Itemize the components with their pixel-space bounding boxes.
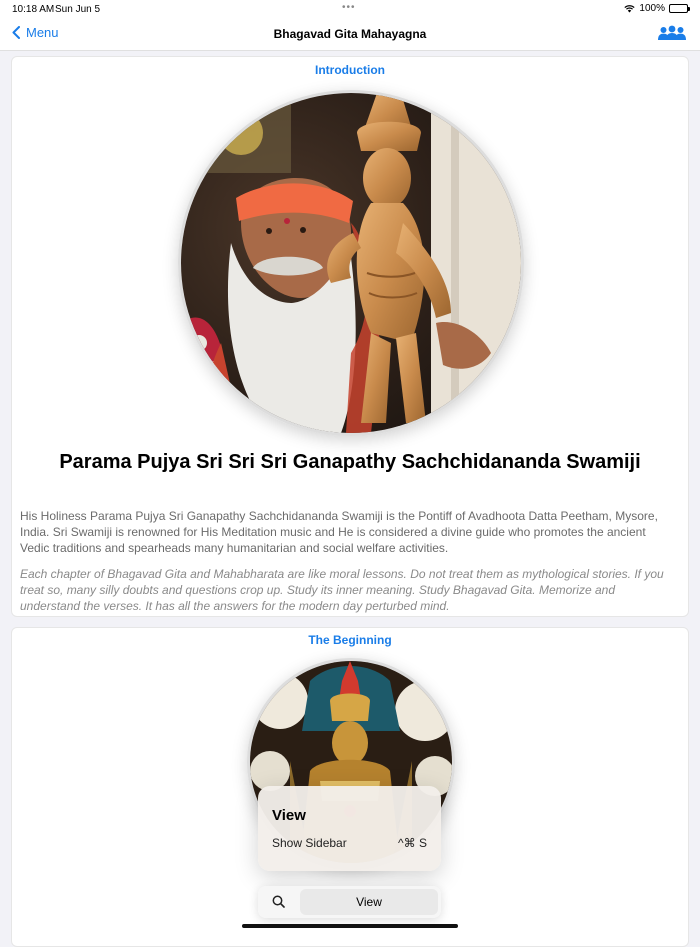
- people-icon: [658, 25, 686, 41]
- show-sidebar-menu-item[interactable]: Show Sidebar: [272, 836, 347, 850]
- multitasking-dots-icon[interactable]: •••: [342, 2, 356, 13]
- introduction-card: [11, 56, 689, 617]
- beginning-section-title: The Beginning: [308, 633, 392, 647]
- back-label: Menu: [26, 25, 59, 40]
- wifi-icon: [624, 5, 635, 13]
- navigation-bar: [0, 18, 700, 51]
- status-time: 10:18 AM: [12, 4, 55, 15]
- swamiji-photo-illustration: [181, 93, 521, 433]
- status-bar: [0, 0, 700, 18]
- search-icon: [272, 895, 285, 908]
- home-indicator[interactable]: [242, 924, 458, 928]
- status-right: [624, 3, 688, 14]
- swamiji-photo: [178, 90, 524, 436]
- intro-description: His Holiness Parama Pujya Sri Ganapathy Sachchidananda Swamiji is the Pontiff of Avadhoota Datta Peetham, Mysore, India. Sri Swamiji is renowned for His Meditation music and He is considered a divine guide who promotes the ancient Vedic traditions and spearheads many humanitarian and social welfare activities.: [20, 509, 658, 555]
- view-menu-title: View: [272, 807, 306, 824]
- page-title: Bhagavad Gita Mahayagna: [273, 27, 427, 41]
- intro-quote: Each chapter of Bhagavad Gita and Mahabharata are like moral lessons. Do not treat them as mythological stories. If you treat so, many silly doubts and questions crop up. Study its inner meaning. Study Bhagavad Gita. Memorize and understand the verses. It has all the answers for the modern day perturbed mind.: [20, 567, 664, 613]
- view-menu-popup: [258, 786, 441, 871]
- bottom-toolbar: [258, 886, 441, 918]
- show-sidebar-shortcut: ^⌘ S: [398, 836, 427, 850]
- status-date: Sun Jun 5: [55, 4, 101, 15]
- people-button[interactable]: [658, 25, 686, 46]
- search-button[interactable]: [272, 895, 285, 913]
- introduction-section-title: Introduction: [315, 63, 385, 77]
- battery-icon: [669, 4, 688, 13]
- battery-percent: 100%: [639, 3, 665, 14]
- view-menu-button[interactable]: View: [300, 889, 438, 915]
- swamiji-name-heading: Parama Pujya Sri Sri Sri Ganapathy Sachchidananda Swamiji: [59, 451, 641, 473]
